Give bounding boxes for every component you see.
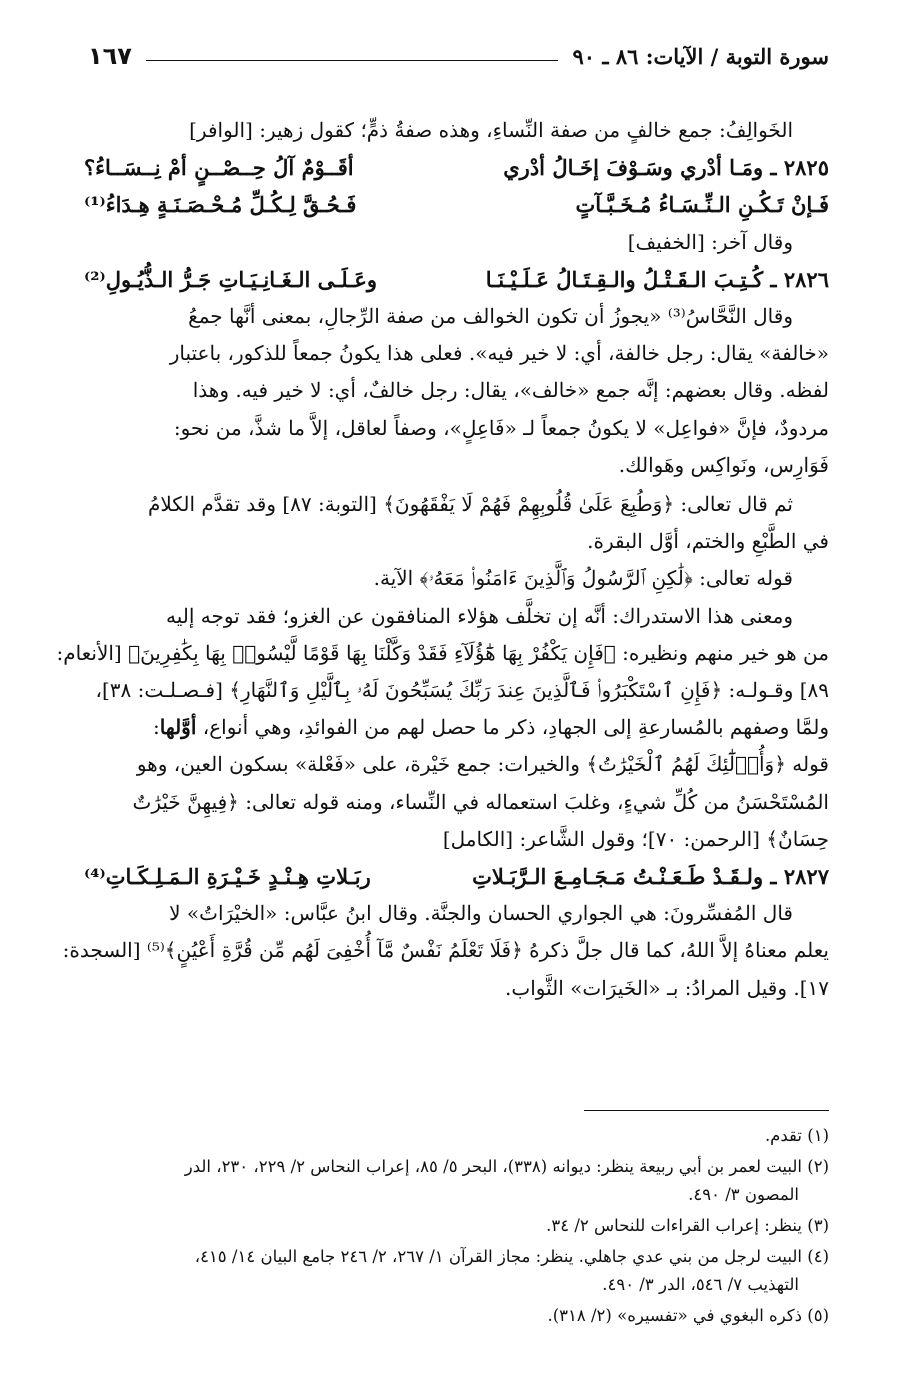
verse-second-hemistich: أقَــوْمٌ آلُ حِــصْــنٍ أمْ نِــسَــاءُ؟ (84, 155, 354, 181)
footnotes (84, 1122, 829, 1330)
footnote-4: (٤) البيت لرجل من بني عدي جاهلي. ينظر: مجاز القرآن ١/ ٢٦٧، ٢/ ٢٤٦ جامع البيان ١٤/ ٤١٥، (194, 1247, 829, 1266)
text-line: حِسَانٌ﴾ [الرحمن: ٧٠]؛ وقول الشَّاعر: [الكامل] (442, 826, 829, 851)
poetry-verse-2826 (84, 261, 829, 298)
text-line: وقال النَّحَّاسُ⁽³⁾ «يجوزُ أن تكون الخوالف من صفة الرِّجالِ، بمعنى أنَّها جمعُ (188, 304, 793, 329)
text-line: المُسْتَحْسَنُ من كُلِّ شيءٍ، وغلبَ استعماله في النِّساء، ومنه قوله تعالى: ﴿فِيهِنَّ خَيْرَٰتٌ (132, 789, 829, 814)
running-header (88, 36, 829, 76)
text-line: قوله تعالى: ﴿لَٰكِنِ ٱلرَّسُولُ وَٱلَّذِينَ ءَامَنُوا۟ مَعَهُۥ﴾ الآية. (373, 566, 793, 591)
text-run: ولمَّا وصفهم بالمُسارعةِ إلى الجهادِ، ذكر ما حصل لهم من الفوائدِ، وهي أنواع، (196, 715, 829, 740)
header-title: سورة التوبة / الآيات: ٨٦ ـ ٩٠ (572, 43, 829, 69)
footnote-separator (584, 1110, 829, 1111)
text-line: ١٧]. وقيل المرادُ: بـ «الخَيرَات» الثَّواب. (505, 975, 829, 1000)
footnote-2: (٢) البيت لعمر بن أبي ربيعة ينظر: ديوانه (٣٣٨)، البحر ٥/ ٨٥، إعراب النحاس ٢/ ٢٢٩، ٢٣٠، الدر (184, 1157, 829, 1176)
text-run: : (153, 715, 160, 740)
verse-second-hemistich: ربَـلاتِ هِـنْـدٍ خَـيْـرَةِ الـمَـلِـكَـاتِ⁽⁴⁾ (84, 864, 371, 890)
poetry-verse-2827 (84, 858, 829, 895)
footnote-2-continued: المصون ٣/ ٤٩٠. (688, 1185, 799, 1204)
text-line: قال المُفسِّرونَ: هي الجواري الحسان والجنَّة. وقال ابنُ عبَّاس: «الخيْرَاتُ» لا (169, 901, 793, 926)
text-line: يعلم معناهُ إلاَّ اللهُ، كما قال جلَّ ذكرهُ ﴿فَلَا تَعْلَمُ نَفْسٌ مَّآ أُخْفِىَ لَهُم مِّن قُرَّةِ أَعْيُنٍ﴾⁽⁵⁾ [السجدة: (62, 938, 829, 963)
text-line (84, 709, 829, 746)
text-line: ومعنى هذا الاستدراك: أنَّه إن تخلَّف هؤلاء المنافقون عن الغزو؛ فقد توجه إليه (165, 603, 793, 628)
text-line: فَوَارِس، ونَواكِس وهَوالك. (618, 452, 829, 477)
text-line: من هو خير منهم ونظيره: ﴿فَإِن يَكْفُرْ بِهَا هَٰٓؤُلَآءِ فَقَدْ وَكَّلْنَا بِهَا قَوْمًا لَّيْسُوا۟ بِهَا بِكَٰفِرِينَ﴾ [الأنعام: (56, 640, 829, 665)
text-line: ثم قال تعالى: ﴿وَطُبِعَ عَلَىٰ قُلُوبِهِمْ فَهُمْ لَا يَفْقَهُونَ﴾ [التوبة: ٨٧] وقد تقدَّم الكلامُ (147, 492, 793, 517)
footnote-5: (٥) ذكره البغوي في «تفسيره» (٢/ ٣١٨). (547, 1306, 829, 1325)
page-number: ١٦٧ (88, 42, 132, 70)
footnote-4-continued: التهذيب ٧/ ٥٤٦، الدر ٣/ ٤٩٠. (602, 1275, 799, 1294)
main-text (56, 112, 829, 1007)
footnote-1: (١) تقدم. (764, 1126, 829, 1145)
text-line: مردودٌ، فإنَّ «فواعِل» لا يكونُ جمعاً لـ «فَاعِلٍ»، وصفاً لعاقل، إلاَّ ما شذَّ، من نحو: (173, 415, 829, 440)
text-line: وقال آخر: [الخفيف] (627, 229, 793, 254)
header-rule (146, 60, 559, 61)
emphasis-word: أوَّلها (159, 715, 197, 740)
text-line: «خالفة» يقال: رجل خالفة، أي: لا خير فيه». فعلى هذا يكونُ جمعاً للذكور، باعتبار (169, 341, 829, 366)
footnote-3: (٣) ينظر: إعراب القراءات للنحاس ٢/ ٣٤. (546, 1216, 829, 1235)
verse-first-hemistich: فَـإنْ تَـكُـنِ الـنِّـسَـاءُ مُـخَـبَّـآتٍ (575, 192, 829, 218)
verse-first-hemistich: ٢٨٢٦ ـ كُـتِـبَ الـقَـتْـلُ والـقِـتَـالُ عَـلَـيْـنَـا (485, 266, 829, 292)
verse-first-hemistich: ٢٨٢٥ ـ ومَـا أدْري وسَـوْفَ إخَـالُ أدْري (503, 155, 829, 181)
poetry-verse-2825 (84, 149, 829, 186)
text-line: الخَوالِفُ: جمع خالفٍ من صفة النِّساءِ، وهذه صفةُ ذمٍّ؛ كقول زهير: [الوافر] (189, 118, 793, 142)
text-line: ٨٩] وقـولـه: ﴿فَإِنِ ٱسْتَكْبَرُوا۟ فَٱلَّذِينَ عِندَ رَبِّكَ يُسَبِّحُونَ لَهُۥ بِٱلَّيْلِ وَٱلنَّهَارِ﴾ [فـصـلـت: ٣٨]، (95, 678, 829, 703)
verse-second-hemistich: فَـحُـقَّ لِـكُـلِّ مُـحْـصَـنَـةٍ هِـدَاءُ⁽¹⁾ (84, 192, 357, 218)
poetry-verse-2825-b (84, 186, 829, 223)
text-line: في الطَّبْعِ والختم، أوَّل البقرة. (587, 529, 829, 554)
text-line: قوله ﴿وَأُو۟لَٰٓئِكَ لَهُمُ ٱلْخَيْرَٰتُ﴾ والخيرات: جمع خَيْرة، على «فَعْلة» بسكون العين، وهو (136, 752, 829, 777)
text-line: لفظه. وقال بعضهم: إنَّه جمع «خالف»، يقال: رجل خالفٌ، أي: لا خير فيه. وهذا (192, 378, 829, 403)
verse-first-hemistich: ٢٨٢٧ ـ ولـقَـدْ طَـعَـنْـتُ مَـجَـامِـعَ الـرَّبَـلاتِ (472, 864, 829, 890)
verse-second-hemistich: وعَـلَـى الـغَـانِـيَـاتِ جَـرُّ الـذُّيُـولِ⁽²⁾ (84, 266, 378, 292)
